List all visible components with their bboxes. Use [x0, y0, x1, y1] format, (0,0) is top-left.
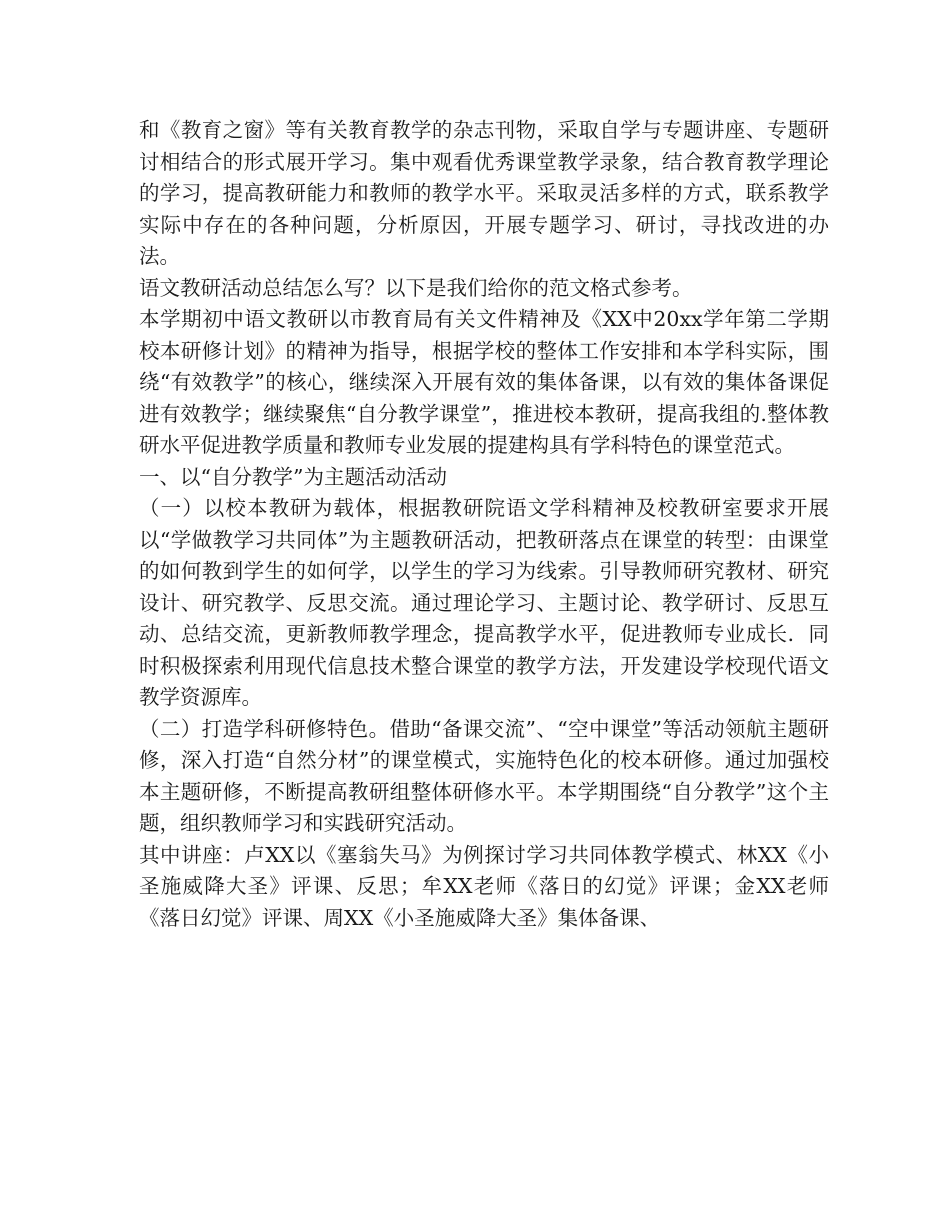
paragraph-intro-continued: 和《教育之窗》等有关教育教学的杂志刊物，采取自学与专题讲座、专题研讨相结合的形式展开学习。集中观看优秀课堂教学录象，结合教育教学理论的学习，提高教研能力和教师的教学水平。采取灵活多样的方式，联系教学实际中存在的各种问题，分析原因，开展专题学习、研讨，寻找改进的办法。 [139, 118, 829, 268]
paragraph-overview: 本学期初中语文教研以市教育局有关文件精神及《XX中20xx学年第二学期校本研修计划》的精神为指导，根据学校的整体工作安排和本学科实际，围绕“有效教学”的核心，继续深入开展有效的集体备课，以有效的集体备课促进有效教学；继续聚焦“自分教学课堂”，推进校本教研，提高我组的.整体教研水平促进教学质量和教师专业发展的提建构具有学科特色的课堂范式。 [139, 307, 829, 457]
paragraph-prompt: 语文教研活动总结怎么写？以下是我们给你的范文格式参考。 [139, 275, 693, 300]
document-body [139, 115, 829, 934]
paragraph-subsection-2: （二）打造学科研修特色。借助“备课交流”、“空中课堂”等活动领航主题研修，深入打造“自然分材”的课堂模式，实施特色化的校本研修。通过加强校本主题研修，不断提高教研组整体研修水平。本学期围绕“自分教学”这个主题，组织教师学习和实践研究活动。 [139, 716, 829, 835]
paragraph-lectures: 其中讲座：卢XX以《塞翁失马》为例探讨学习共同体教学模式、林XX《小圣施威降大圣》评课、反思；牟XX老师《落日的幻觉》评课；金XX老师《落日幻觉》评课、周XX《小圣施威降大圣》集体备课、 [139, 842, 829, 930]
section-heading-1: 一、以“自分教学”为主题活动活动 [139, 464, 447, 489]
paragraph-subsection-1: （一）以校本教研为载体，根据教研院语文学科精神及校教研室要求开展以“学做教学习共同体”为主题教研活动，把教研落点在课堂的转型：由课堂的如何教到学生的如何学，以学生的学习为线索。引导教师研究教材、研究设计、研究教学、反思交流。通过理论学习、主题讨论、教学研讨、反思互动、总结交流，更新教师教学理念，提高教学水平，促进教师专业成长．同时积极探索利用现代信息技术整合课堂的教学方法，开发建设学校现代语文教学资源库。 [139, 496, 829, 709]
